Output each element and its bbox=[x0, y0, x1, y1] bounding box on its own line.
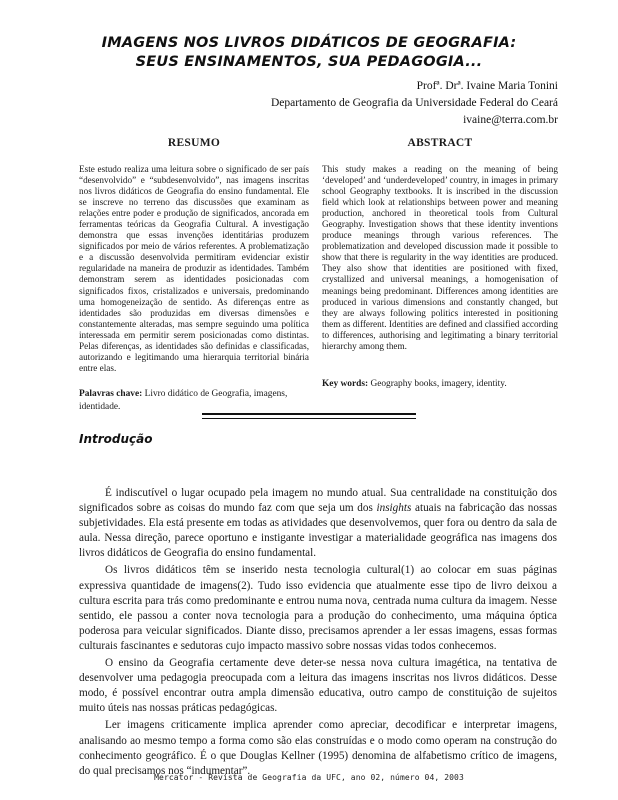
resumo-keywords-label: Palavras chave: bbox=[79, 388, 143, 399]
intro-p1-part-b: atuais na fabricação das nossas subjetividades. Ela está presente em todas as atividades que desenvolvemos, quer fora ou dentro da sala de aula. Nessa direção, parece oportuno e instigante investigar a materialidade geográfica nas imagens dos livros didáticos de Geografia do ensino fundamental. bbox=[79, 502, 558, 560]
intro-p1-emphasis: insights bbox=[376, 502, 412, 515]
abstract-column bbox=[322, 134, 558, 391]
section-divider-thick bbox=[202, 413, 416, 415]
author-name: Profª. Drª. Ivaine Maria Tonini bbox=[416, 80, 558, 92]
intro-p1-part-a: É indiscutível o lugar ocupado pela imagem no mundo atual. Sua centralidade na constituição dos significados sobre as coisas do mundo faz com que seja um dos bbox=[79, 487, 557, 515]
title-line-2: SEUS ENSINAMENTOS, SUA PEDAGOGIA... bbox=[135, 54, 483, 70]
resumo-keywords-text: Livro didático de Geografia, imagens, identidade. bbox=[79, 388, 288, 412]
title-line-1: IMAGENS NOS LIVROS DIDÁTICOS DE GEOGRAFIA: bbox=[101, 35, 517, 51]
author-affiliation: Departamento de Geografia da Universidade Federal do Ceará bbox=[270, 97, 558, 109]
intro-paragraph-4: Ler imagens criticamente implica aprender como apreciar, decodificar e interpretar imagens, analisando ao mesmo tempo a forma como são elas construídas e o modo como operam na construção do conhecimento geográfico. É o que Douglas Kellner (1995) denomina de alfabetismo crítico de imagens, do qual precisamos nos “indumentar”. bbox=[79, 719, 557, 777]
resumo-column bbox=[79, 134, 309, 414]
abstract-keywords-label: Key words: bbox=[322, 378, 369, 389]
intro-paragraph-1 bbox=[79, 486, 557, 561]
intro-body bbox=[79, 486, 557, 781]
author-block bbox=[271, 78, 558, 129]
abstract-keywords-text: Geography books, imagery, identity. bbox=[368, 378, 507, 389]
resumo-heading: RESUMO bbox=[167, 137, 221, 149]
author-email[interactable]: ivaine@terra.com.br bbox=[463, 114, 558, 126]
intro-paragraph-2: Os livros didáticos têm se inserido nesta tecnologia cultural(1) ao colocar em suas páginas expressiva quantidade de imagens(2). Tudo isso evidencia que atualmente esse tipo de livro deixou a cultura escrita para trás como predominante e entrou numa nova, centrada numa cultura da imagem. Nesse sentido, ele passou a conter nova tecnologia para a produção do conhecimento, uma máquina óptica poderosa para veicular significados. Diante disso, precisamos aprender a ler essas imagens, essas formas culturais fascinantes e sedutoras cujo impacto massivo sobre nossas vidas todos conhecemos. bbox=[79, 564, 557, 652]
intro-paragraph-3: O ensino da Geografia certamente deve deter-se nessa nova cultura imagética, na tentativa de desenvolver uma pedagogia preocupada com a leitura das imagens inscritas nos livros didáticos. Desse modo, é possível encontrar outra ampla dimensão educativa, outro campo de constituição de sujeitos muito úteis nas nossas práticas pedagógicas. bbox=[79, 657, 557, 715]
abstract-text: This study makes a reading on the meaning of being ‘developed’ and ‘underdeveloped’ country, in images in primary school Geography textbooks. It is inscribed in the discussion field which look at relationships between power and meaning production, anchored in theoretical tools from Cultural Geography. Investigation shows that these identity inventions produce meanings through various references. The problematization and developed discussion made it possible to show that there is regularity in the way identities are produced. They also show that identities are positioned with fixed, crystallized and universal meanings, a homogenisation of meanings being predominant. Differences among identities are produced in various dimensions and constantly changed, but they are always following politics interested in positioning them as different. Identities are defined and classified according to differences, authorising and legitimating a binary territorial hierarchy among them. bbox=[322, 164, 558, 351]
resumo-keywords bbox=[79, 388, 309, 414]
resumo-text: Este estudo realiza uma leitura sobre o significado de ser país “desenvolvido” e “subdesenvolvido”, nas imagens inscritas nos livros didáticos de Geografia do ensino fundamental. Ele se inscreve no terreno das discussões que examinam as relações entre poder e produção de significados, ancorada em ferramentas teóricas da Geografia Cultural. A investigação demonstra que essas invenções identitárias produzem significados por meio de vários referentes. A problematização e a discussão desenvolvida permitiram evidenciar existir regularidade na maneira de produzir as identidades. Também demonstram serem as identidades posicionadas com significados fixos, cristalizados e universais, predominando uma homogeneização de sentido. As diferenças entre as identidades são produzidas em diversas dimensões e constantemente alteradas, mas sempre seguindo uma política interessada em permitir serem posicionadas como distintas. Pelas diferenças, as identidades são definidas e classificadas, autorizando e legitimando uma hierarquia territorial binária entre elas. bbox=[79, 164, 309, 373]
journal-footer: Mercator - Revista de Geografia da UFC, ano 02, número 04, 2003 bbox=[154, 773, 464, 782]
abstract-keywords bbox=[322, 378, 558, 391]
intro-heading: Introdução bbox=[79, 432, 153, 446]
section-divider-thin bbox=[202, 418, 416, 419]
abstract-heading: ABSTRACT bbox=[407, 137, 473, 149]
article-title bbox=[90, 34, 528, 72]
